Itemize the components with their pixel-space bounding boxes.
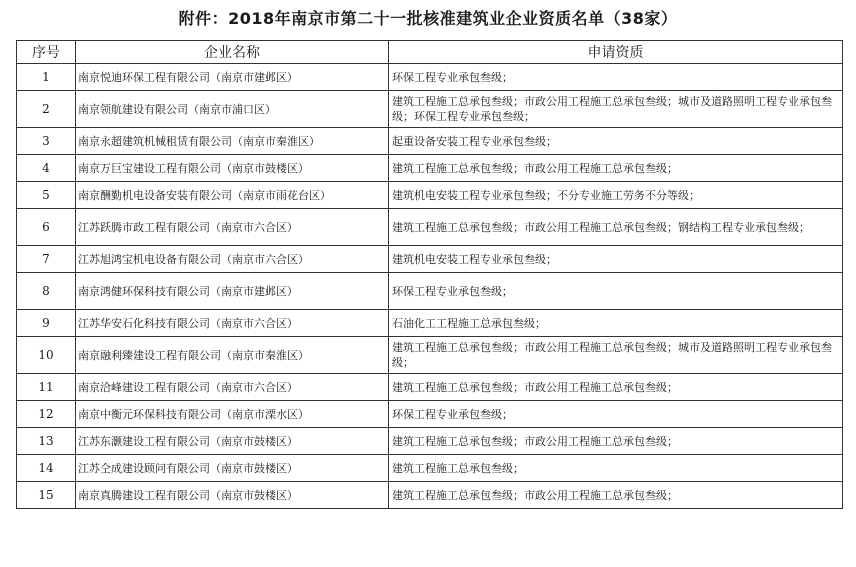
table-row [17,64,843,91]
table-row [17,128,843,155]
document-title: 附件：2018年南京市第二十一批核准建筑业企业资质名单（38家） [178,9,678,28]
row-seq: 13 [17,428,76,455]
row-qualification: 建筑工程施工总承包叁级；市政公用工程施工总承包叁级； [389,482,843,509]
row-qualification: 环保工程专业承包叁级； [389,401,843,428]
table-row [17,428,843,455]
table-row [17,310,843,337]
row-seq: 5 [17,182,76,209]
row-qualification: 建筑工程施工总承包叁级；市政公用工程施工总承包叁级； [389,428,843,455]
row-seq: 6 [17,209,76,246]
row-company-name: 江苏跃腾市政工程有限公司（南京市六合区） [76,209,389,246]
table-row [17,182,843,209]
row-seq: 15 [17,482,76,509]
table-row [17,374,843,401]
row-qualification: 环保工程专业承包叁级； [389,273,843,310]
table-row [17,246,843,273]
row-seq: 8 [17,273,76,310]
row-company-name: 南京酬勤机电设备安装有限公司（南京市雨花台区） [76,182,389,209]
row-seq: 12 [17,401,76,428]
row-qualification: 建筑工程施工总承包叁级；市政公用工程施工总承包叁级； [389,155,843,182]
row-qualification: 建筑机电安装工程专业承包叁级； [389,246,843,273]
row-company-name: 南京融利臻建设工程有限公司（南京市秦淮区） [76,337,389,374]
row-seq: 2 [17,91,76,128]
table-row [17,91,843,128]
table-row [17,155,843,182]
row-company-name: 江苏华安石化科技有限公司（南京市六合区） [76,310,389,337]
table-row [17,455,843,482]
table-row [17,482,843,509]
row-qualification: 建筑工程施工总承包叁级；市政公用工程施工总承包叁级；城市及道路照明工程专业承包叁级； [389,337,843,374]
table-row [17,209,843,246]
row-company-name: 南京永超建筑机械租赁有限公司（南京市秦淮区） [76,128,389,155]
row-company-name: 南京鸿健环保科技有限公司（南京市建邺区） [76,273,389,310]
table-header-row [17,41,843,64]
row-company-name: 南京中衡元环保科技有限公司（南京市溧水区） [76,401,389,428]
row-company-name: 江苏东灏建设工程有限公司（南京市鼓楼区） [76,428,389,455]
row-qualification: 建筑工程施工总承包叁级；市政公用工程施工总承包叁级；城市及道路照明工程专业承包叁级；环保工程专业承包叁级； [389,91,843,128]
row-qualification: 起重设备安装工程专业承包叁级； [389,128,843,155]
row-seq: 14 [17,455,76,482]
qualification-table [16,40,843,509]
row-seq: 9 [17,310,76,337]
row-seq: 7 [17,246,76,273]
header-seq: 序号 [17,41,76,64]
row-qualification: 建筑工程施工总承包叁级；市政公用工程施工总承包叁级；钢结构工程专业承包叁级； [389,209,843,246]
row-seq: 11 [17,374,76,401]
table-row [17,337,843,374]
row-company-name: 江苏仝成建设顾问有限公司（南京市鼓楼区） [76,455,389,482]
row-company-name: 南京万巨宝建设工程有限公司（南京市鼓楼区） [76,155,389,182]
row-seq: 1 [17,64,76,91]
row-seq: 10 [17,337,76,374]
header-company-name: 企业名称 [76,41,389,64]
row-company-name: 南京真腾建设工程有限公司（南京市鼓楼区） [76,482,389,509]
table-row [17,401,843,428]
row-qualification: 环保工程专业承包叁级； [389,64,843,91]
row-seq: 4 [17,155,76,182]
row-company-name: 南京领航建设有限公司（南京市浦口区） [76,91,389,128]
row-qualification: 石油化工工程施工总承包叁级； [389,310,843,337]
row-qualification: 建筑工程施工总承包叁级；市政公用工程施工总承包叁级； [389,374,843,401]
row-qualification: 建筑工程施工总承包叁级； [389,455,843,482]
header-qualification: 申请资质 [389,41,843,64]
row-seq: 3 [17,128,76,155]
row-company-name: 南京洽峰建设工程有限公司（南京市六合区） [76,374,389,401]
row-company-name: 南京悦迪环保工程有限公司（南京市建邺区） [76,64,389,91]
row-company-name: 江苏旭鸿宝机电设备有限公司（南京市六合区） [76,246,389,273]
table-row [17,273,843,310]
row-qualification: 建筑机电安装工程专业承包叁级；不分专业施工劳务不分等级； [389,182,843,209]
